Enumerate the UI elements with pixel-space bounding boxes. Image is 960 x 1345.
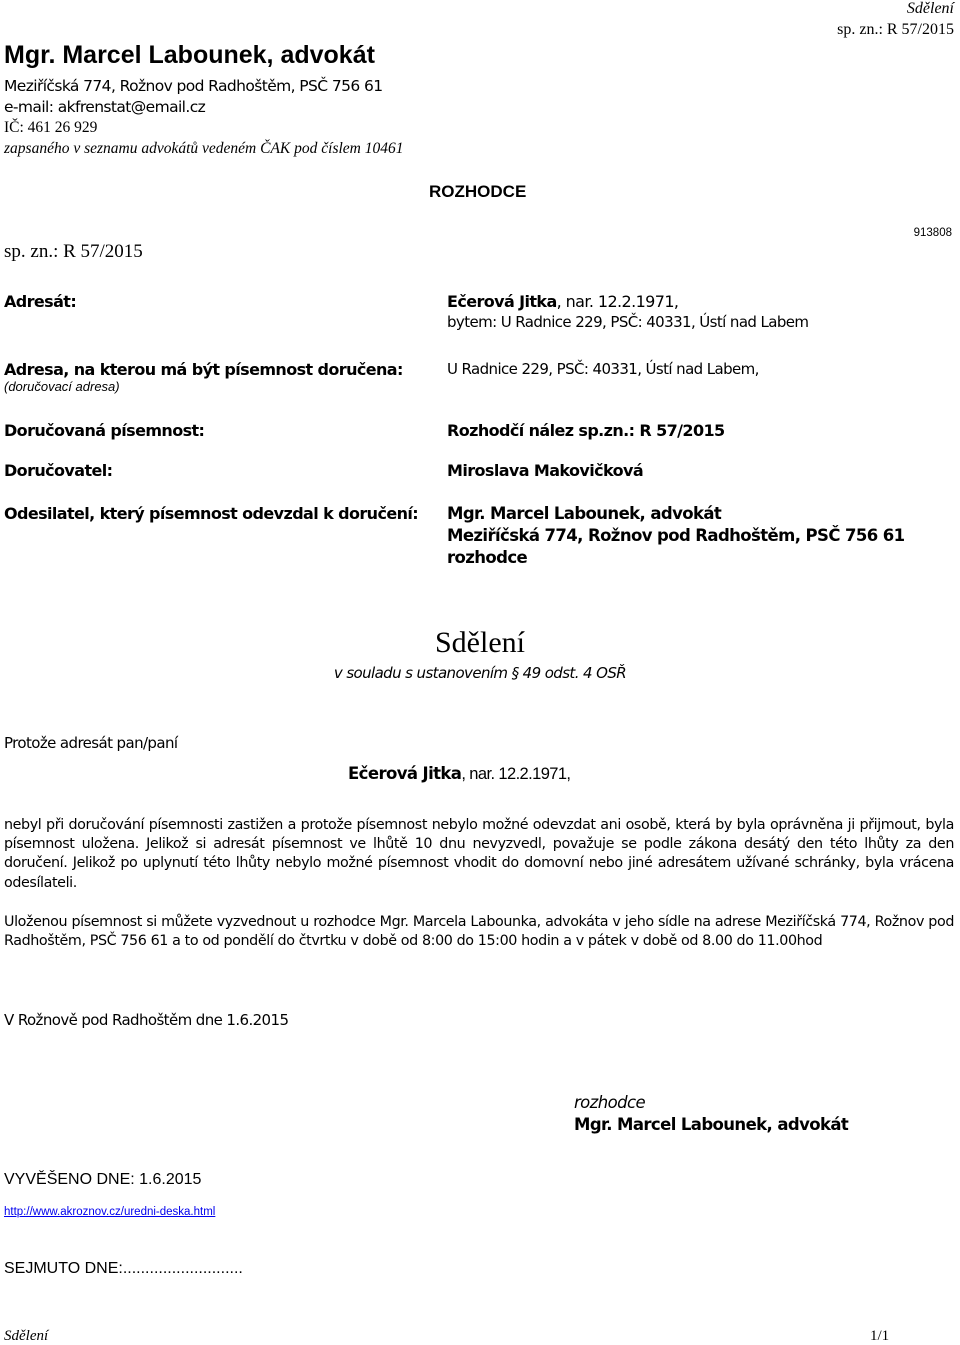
- addressee-name: Ečerová Jitka: [447, 292, 557, 311]
- document-value: Rozhodčí nález sp.zn.: R 57/2015: [447, 421, 725, 440]
- signature-name: Mgr. Marcel Labounek, advokát: [574, 1115, 849, 1134]
- sender-line3: rozhodce: [447, 548, 528, 567]
- sender-label: Odesilatel, který písemnost odevzdal k doručení:: [4, 504, 419, 523]
- notice-addressee-birth: , nar. 12.2.1971,: [461, 765, 571, 783]
- delivery-address-value: U Radnice 229, PSČ: 40331, Ústí nad Labem,: [447, 360, 759, 378]
- notice-addressee: [348, 764, 570, 784]
- notice-intro: Protože adresát pan/paní: [4, 734, 178, 752]
- delivery-address-sublabel: (doručovací adresa): [4, 379, 120, 394]
- deliverer-label: Doručovatel:: [4, 461, 113, 480]
- notice-board-link[interactable]: http://www.akroznov.cz/uredni-deska.html: [4, 1206, 216, 1218]
- addressee-residence: bytem: U Radnice 229, PSČ: 40331, Ústí nad Labem: [447, 313, 809, 331]
- notice-paragraph-2: Uloženou písemnost si můžete vyzvednout u rozhodce Mgr. Marcela Labounka, advokáta v jeho sídle na adrese Meziříčská 774, Rožnov pod Radhoštěm, PSČ 756 61 a to od pondělí do čtvrtku v době od 8:00 do 15:00 hodin a v pátek v době od 8.00 do 11.00hod: [4, 914, 954, 950]
- reference-line: sp. zn.: R 57/2015: [4, 241, 143, 262]
- notice-heading: Sdělení: [435, 626, 525, 659]
- sender-line2: Meziříčská 774, Rožnov pod Radhoštěm, PSČ 756 61: [447, 526, 905, 545]
- sender-line1: Mgr. Marcel Labounek, advokát: [447, 504, 722, 523]
- notice-subheading: v souladu s ustanovením § 49 odst. 4 OSŘ: [333, 664, 627, 682]
- addressee-value: [447, 292, 678, 311]
- document-number: 913808: [913, 227, 952, 239]
- deliverer-value: Miroslava Makovičková: [447, 461, 644, 480]
- page-number: 1/1: [870, 1328, 890, 1344]
- place-date: V Rožnově pod Radhoštěm dne 1.6.2015: [4, 1011, 289, 1029]
- reference-top: sp. zn.: R 57/2015: [837, 21, 954, 38]
- signature-role: rozhodce: [574, 1093, 645, 1112]
- sender-ic: IČ: 461 26 929: [4, 119, 98, 136]
- sender-address: Meziříčská 774, Rožnov pod Radhoštěm, PSČ 756 61: [4, 77, 383, 95]
- document-label: Doručovaná písemnost:: [4, 421, 205, 440]
- addressee-label: Adresát:: [4, 292, 77, 311]
- delivery-address-label: Adresa, na kterou má být písemnost doručena:: [4, 360, 403, 379]
- sender-name: Mgr. Marcel Labounek, advokát: [4, 41, 375, 69]
- removed-date: SEJMUTO DNE:...........................: [4, 1260, 243, 1277]
- notice-paragraph-1: nebyl při doručování písemnosti zastižen a protože písemnost nebylo možné odevzdat ani osobě, která by byla oprávněna ji přijmout, byla písemnost uložena. Jelikož si adresát písemnost ve lhůtě 10 dnu nevyzvedl, považuje se podle zákona desátý den této lhůty za den doručení. Jelikož po uplynutí této lhůty nebylo možné písemnost vhodit do domovní nebo jiné adresátem užívané schránky, byla vrácena odesílateli.: [4, 817, 954, 891]
- sender-email: e-mail: akfrenstat@email.cz: [4, 98, 206, 116]
- notice-addressee-name: Ečerová Jitka: [348, 764, 462, 783]
- doc-type-label: Sdělení: [906, 0, 954, 17]
- document-title: ROZHODCE: [429, 182, 527, 201]
- posted-date: VYVĚŠENO DNE: 1.6.2015: [4, 1171, 202, 1188]
- sender-registration: zapsaného v seznamu advokátů vedeném ČAK pod číslem 10461: [4, 140, 404, 157]
- addressee-birth: , nar. 12.2.1971,: [556, 292, 679, 311]
- footer-label: Sdělení: [4, 1328, 49, 1344]
